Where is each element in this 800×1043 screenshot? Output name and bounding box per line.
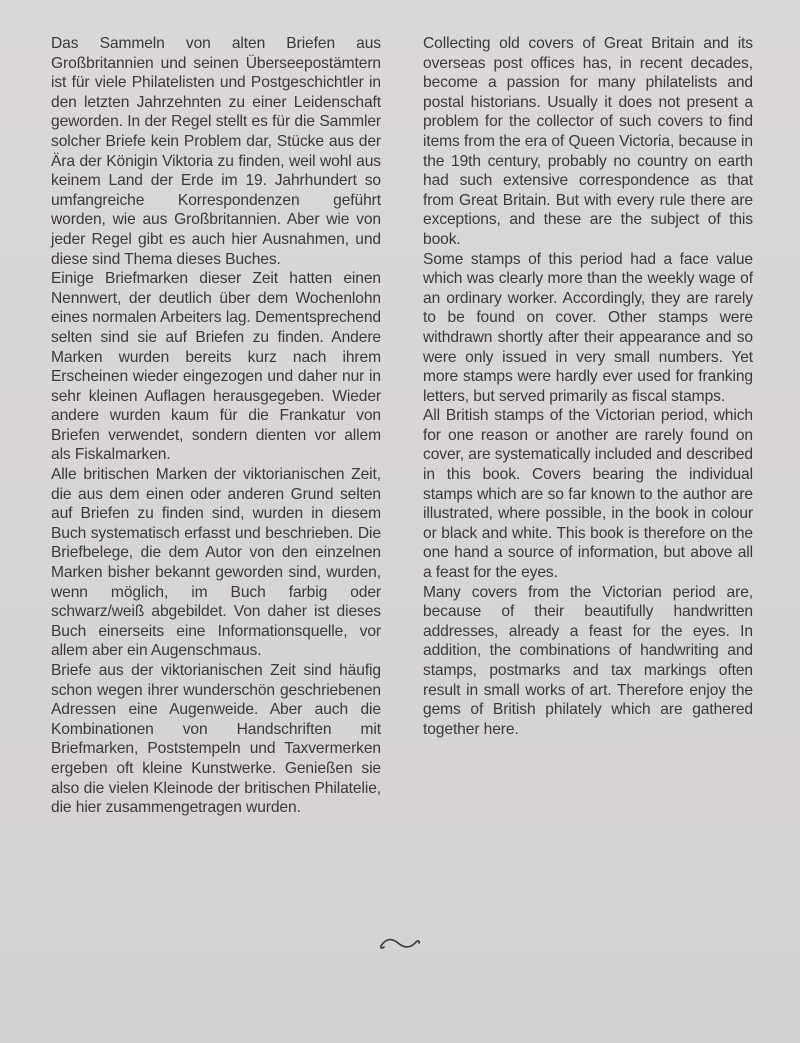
- german-paragraph-3: Alle britischen Marken der viktorianischen Zeit, die aus dem einen oder anderen Grund selten auf Briefen zu finden sind, wurden in diesem Buch systematisch erfasst und beschrieben. Die Briefbelege, die dem Autor von den einzelnen Marken bisher bekannt geworden sind, wurden, wenn möglich, im Buch farbig oder schwarz/weiß abgebildet. Von daher ist dieses Buch einerseits eine Informationsquelle, vor allem aber ein Augenschmaus.: [51, 466, 381, 660]
- german-paragraph-4: Briefe aus der viktorianischen Zeit sind häufig schon wegen ihrer wunderschön geschriebenen Adressen eine Augenweide. Aber auch die Kombinationen von Handschriften mit Briefmarken, Poststempeln und Taxvermerken ergeben oft kleine Kunstwerke. Genießen sie also die vielen Kleinode der britischen Philatelie, die hier zusammengetragen wurden.: [51, 662, 381, 817]
- english-paragraph-2: Some stamps of this period had a face value which was clearly more than the weekly wage of an ordinary worker. Accordingly, they are rarely to be found on cover. Other stamps were withdrawn shortly after their appearance and so were only issued in very small numbers. Yet more stamps were hardly ever used for franking letters, but served primarily as fiscal stamps.: [423, 250, 753, 405]
- english-paragraph-4: Many covers from the Victorian period are, because of their beautifully handwritten addresses, already a feast for the eyes. In addition, the combinations of handwriting and stamps, postmarks and tax markings often result in small works of art. Therefore enjoy the gems of British philately which are gathered together here.: [423, 583, 753, 738]
- english-paragraph-3: All British stamps of the Victorian period, which for one reason or another are rarely found on cover, are systematically included and described in this book. Covers bearing the individual stamps which are so far known to the author are illustrated, where possible, in the book in colour or black and white. This book is therefore on the one hand a source of information, but above all a feast for the eyes.: [423, 407, 753, 582]
- english-text-column: [423, 34, 753, 739]
- german-paragraph-1: Das Sammeln von alten Briefen aus Großbritannien und seinen Überseepostämtern ist für viele Philatelisten und Postgeschichtler in den letzten Jahrzehnten zu einer Leidenschaft geworden. In der Regel stellt es für die Sammler solcher Briefe kein Problem dar, Stücke aus der Ära der Königin Viktoria zu finden, weil wohl aus keinem Land der Erde im 19. Jahrhundert so umfangreiche Korrespondenzen geführt worden, wie aus Großbritannien. Aber wie von jeder Regel gibt es auch hier Ausnahmen, und diese sind Thema dieses Buches.: [51, 35, 381, 268]
- german-paragraph-2: Einige Briefmarken dieser Zeit hatten einen Nennwert, der deutlich über dem Wochenlohn eines normalen Arbeiters lag. Dementsprechend selten sind sie auf Briefen zu finden. Andere Marken wurden bereits kurz nach ihrem Erscheinen wieder eingezogen und daher nur in sehr kleinen Auflagen herausgegeben. Wieder andere wurden kaum für die Frankatur von Briefen verwendet, sondern dienten vor allem als Fiskalmarken.: [51, 270, 381, 464]
- german-text-column: [51, 34, 381, 818]
- swash-ornament-icon: [378, 934, 422, 952]
- english-paragraph-1: Collecting old covers of Great Britain and its overseas post offices has, in recent decades, become a passion for many philatelists and postal historians. Usually it does not present a problem for the collector of such covers to find items from the era of Queen Victoria, because in the 19th century, probably no country on earth had such extensive correspondence as that from Great Britain. But with every rule there are exceptions, and these are the subject of this book.: [423, 35, 753, 248]
